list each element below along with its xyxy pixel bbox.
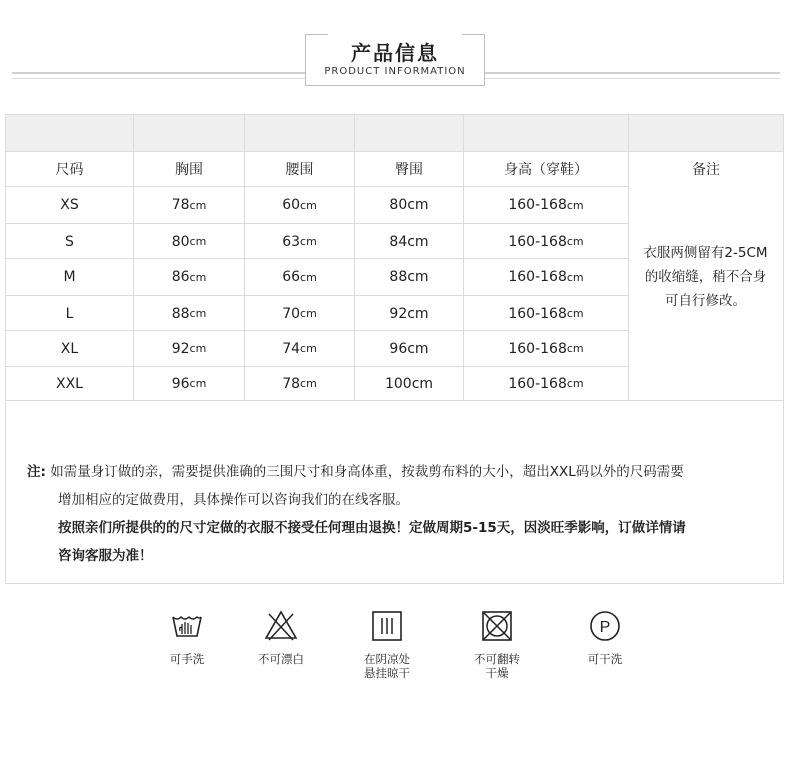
care-label-line: 悬挂晾干	[364, 666, 410, 680]
cell-unit: cm	[566, 377, 584, 390]
cell-value: 88	[171, 305, 190, 322]
no-bleach-icon	[263, 608, 299, 644]
cell-value: 88cm	[389, 269, 429, 285]
header-divider-right-thin	[484, 78, 780, 79]
cell-value: 160-168	[508, 340, 567, 357]
cell-value: XS	[60, 197, 79, 213]
care-item-no-tumble-dry	[452, 608, 542, 680]
cell-unit: cm	[189, 307, 207, 320]
cell-value: 78	[282, 375, 301, 392]
care-label	[452, 652, 542, 680]
cell-unit: cm	[189, 235, 207, 248]
cell-hip	[355, 187, 463, 223]
column-header-height: 身高（穿鞋）	[504, 162, 588, 178]
cell-value: S	[65, 233, 74, 250]
cell-value: 92cm	[389, 305, 429, 322]
care-label-line: 不可翻转	[474, 652, 520, 666]
cell-chest	[134, 259, 244, 295]
cell-chest	[134, 331, 244, 366]
cell-value: 63	[282, 233, 301, 250]
care-label: 可手洗	[169, 652, 205, 666]
cell-unit: cm	[300, 198, 317, 212]
cell-waist	[245, 367, 354, 400]
cell-value: 60	[282, 197, 301, 213]
cell-unit: cm	[566, 270, 584, 284]
cell-value: 86	[171, 269, 190, 285]
cell-chest	[134, 367, 244, 400]
cell-value: 92	[171, 340, 190, 357]
cell-unit: cm	[300, 307, 317, 320]
care-label	[342, 652, 432, 680]
cell-value: M	[63, 269, 76, 285]
care-label-line: 在阴凉处	[364, 652, 410, 666]
cell-waist	[245, 224, 354, 259]
remark-line: 的收缩缝，稍不合身	[644, 269, 767, 285]
table-top-band	[6, 115, 783, 151]
cell-value: 160-168	[508, 269, 567, 285]
care-item-hand-wash	[142, 608, 232, 666]
cell-unit: cm	[300, 270, 317, 284]
column-header-waist: 腰围	[285, 162, 314, 178]
cell-hip	[355, 331, 463, 366]
cell-unit: cm	[189, 270, 207, 284]
cell-height	[464, 331, 628, 366]
cell-unit: cm	[566, 307, 584, 320]
cell-unit: cm	[189, 342, 207, 355]
page-subtitle: PRODUCT INFORMATION	[324, 66, 466, 77]
no-tumble-dry-icon	[479, 608, 515, 644]
cell-waist	[245, 296, 354, 331]
care-item-dry-clean	[560, 608, 650, 666]
cell-value: 160-168	[508, 233, 567, 250]
cell-value: 80	[171, 233, 190, 250]
cell-size	[6, 296, 133, 331]
cell-unit: cm	[300, 235, 317, 248]
note-line-3: 按照亲们所提供的的尺寸定做的衣服不接受任何理由退换！定做周期5-15天，因淡旺季影响，订做详情请	[58, 520, 686, 536]
cell-hip	[355, 259, 463, 295]
note-line-1	[27, 458, 684, 486]
cell-height	[464, 224, 628, 259]
cell-height	[464, 259, 628, 295]
remark-line: 衣服两侧留有2-5CM	[643, 245, 768, 261]
cell-waist	[245, 259, 354, 295]
cell-hip	[355, 224, 463, 259]
cell-hip	[355, 367, 463, 400]
care-label: 可干洗	[587, 652, 623, 666]
hand-wash-icon	[169, 608, 205, 644]
cell-value: 80cm	[389, 197, 429, 213]
note-text: 如需量身订做的亲，需要提供准确的三围尺寸和身高体重，按裁剪布料的大小，超出XXL码以外的尺码需要	[50, 464, 684, 480]
cell-value: 160-168	[508, 197, 567, 213]
cell-chest	[134, 187, 244, 223]
care-label: 不可漂白	[258, 652, 304, 666]
cell-value: 100cm	[384, 375, 434, 392]
cell-value: 66	[282, 269, 301, 285]
column-header-chest: 胸围	[175, 162, 203, 178]
column-header-hip: 臀围	[395, 162, 423, 178]
cell-waist	[245, 187, 354, 223]
cell-value: XL	[60, 340, 79, 357]
note-line-4: 咨询客服为准！	[58, 548, 153, 564]
cell-size	[6, 331, 133, 366]
column-header-size: 尺码	[55, 162, 84, 178]
cell-unit: cm	[300, 377, 317, 390]
care-item-shade-hang-dry	[342, 608, 432, 680]
cell-value: 78	[171, 197, 190, 213]
column-header-remark: 备注	[692, 162, 720, 178]
care-item-no-bleach	[236, 608, 326, 666]
cell-value: 70	[282, 305, 301, 322]
cell-waist	[245, 331, 354, 366]
note-line-2: 增加相应的定做费用，具体操作可以咨询我们的在线客服。	[58, 492, 409, 508]
cell-unit: cm	[566, 198, 584, 212]
cell-value: 96	[171, 375, 190, 392]
remark-line: 可自行修改。	[665, 293, 746, 309]
shade-hang-dry-icon	[369, 608, 405, 644]
cell-value: 96cm	[389, 340, 429, 357]
cell-chest	[134, 224, 244, 259]
cell-unit: cm	[189, 377, 207, 390]
note-prefix: 注:	[27, 464, 46, 480]
grid-hline	[6, 400, 783, 401]
header-divider-left-thin	[12, 78, 306, 79]
cell-height	[464, 296, 628, 331]
cell-value: 74	[282, 340, 301, 357]
cell-height	[464, 367, 628, 400]
cell-chest	[134, 296, 244, 331]
cell-value: 160-168	[508, 375, 567, 392]
size-table	[5, 114, 784, 584]
remark-text	[628, 241, 783, 313]
cell-size	[6, 187, 133, 223]
cell-unit: cm	[189, 198, 207, 212]
cell-size	[6, 224, 133, 259]
header-divider-left	[12, 72, 306, 74]
cell-value: XXL	[56, 375, 83, 392]
dry-clean-p-icon	[587, 608, 623, 644]
header-divider-right	[484, 72, 780, 74]
header-frame-gap	[328, 33, 462, 36]
cell-value: L	[65, 305, 74, 322]
cell-size	[6, 259, 133, 295]
cell-value: 84cm	[389, 233, 429, 250]
page-title: 产品信息	[351, 41, 439, 65]
care-label-line: 干燥	[485, 666, 509, 680]
cell-unit: cm	[300, 342, 317, 355]
cell-unit: cm	[566, 235, 584, 248]
cell-height	[464, 187, 628, 223]
cell-size	[6, 367, 133, 400]
cell-hip	[355, 296, 463, 331]
cell-value: 160-168	[508, 305, 567, 322]
cell-unit: cm	[566, 342, 584, 355]
svg-text:P: P	[599, 619, 611, 636]
